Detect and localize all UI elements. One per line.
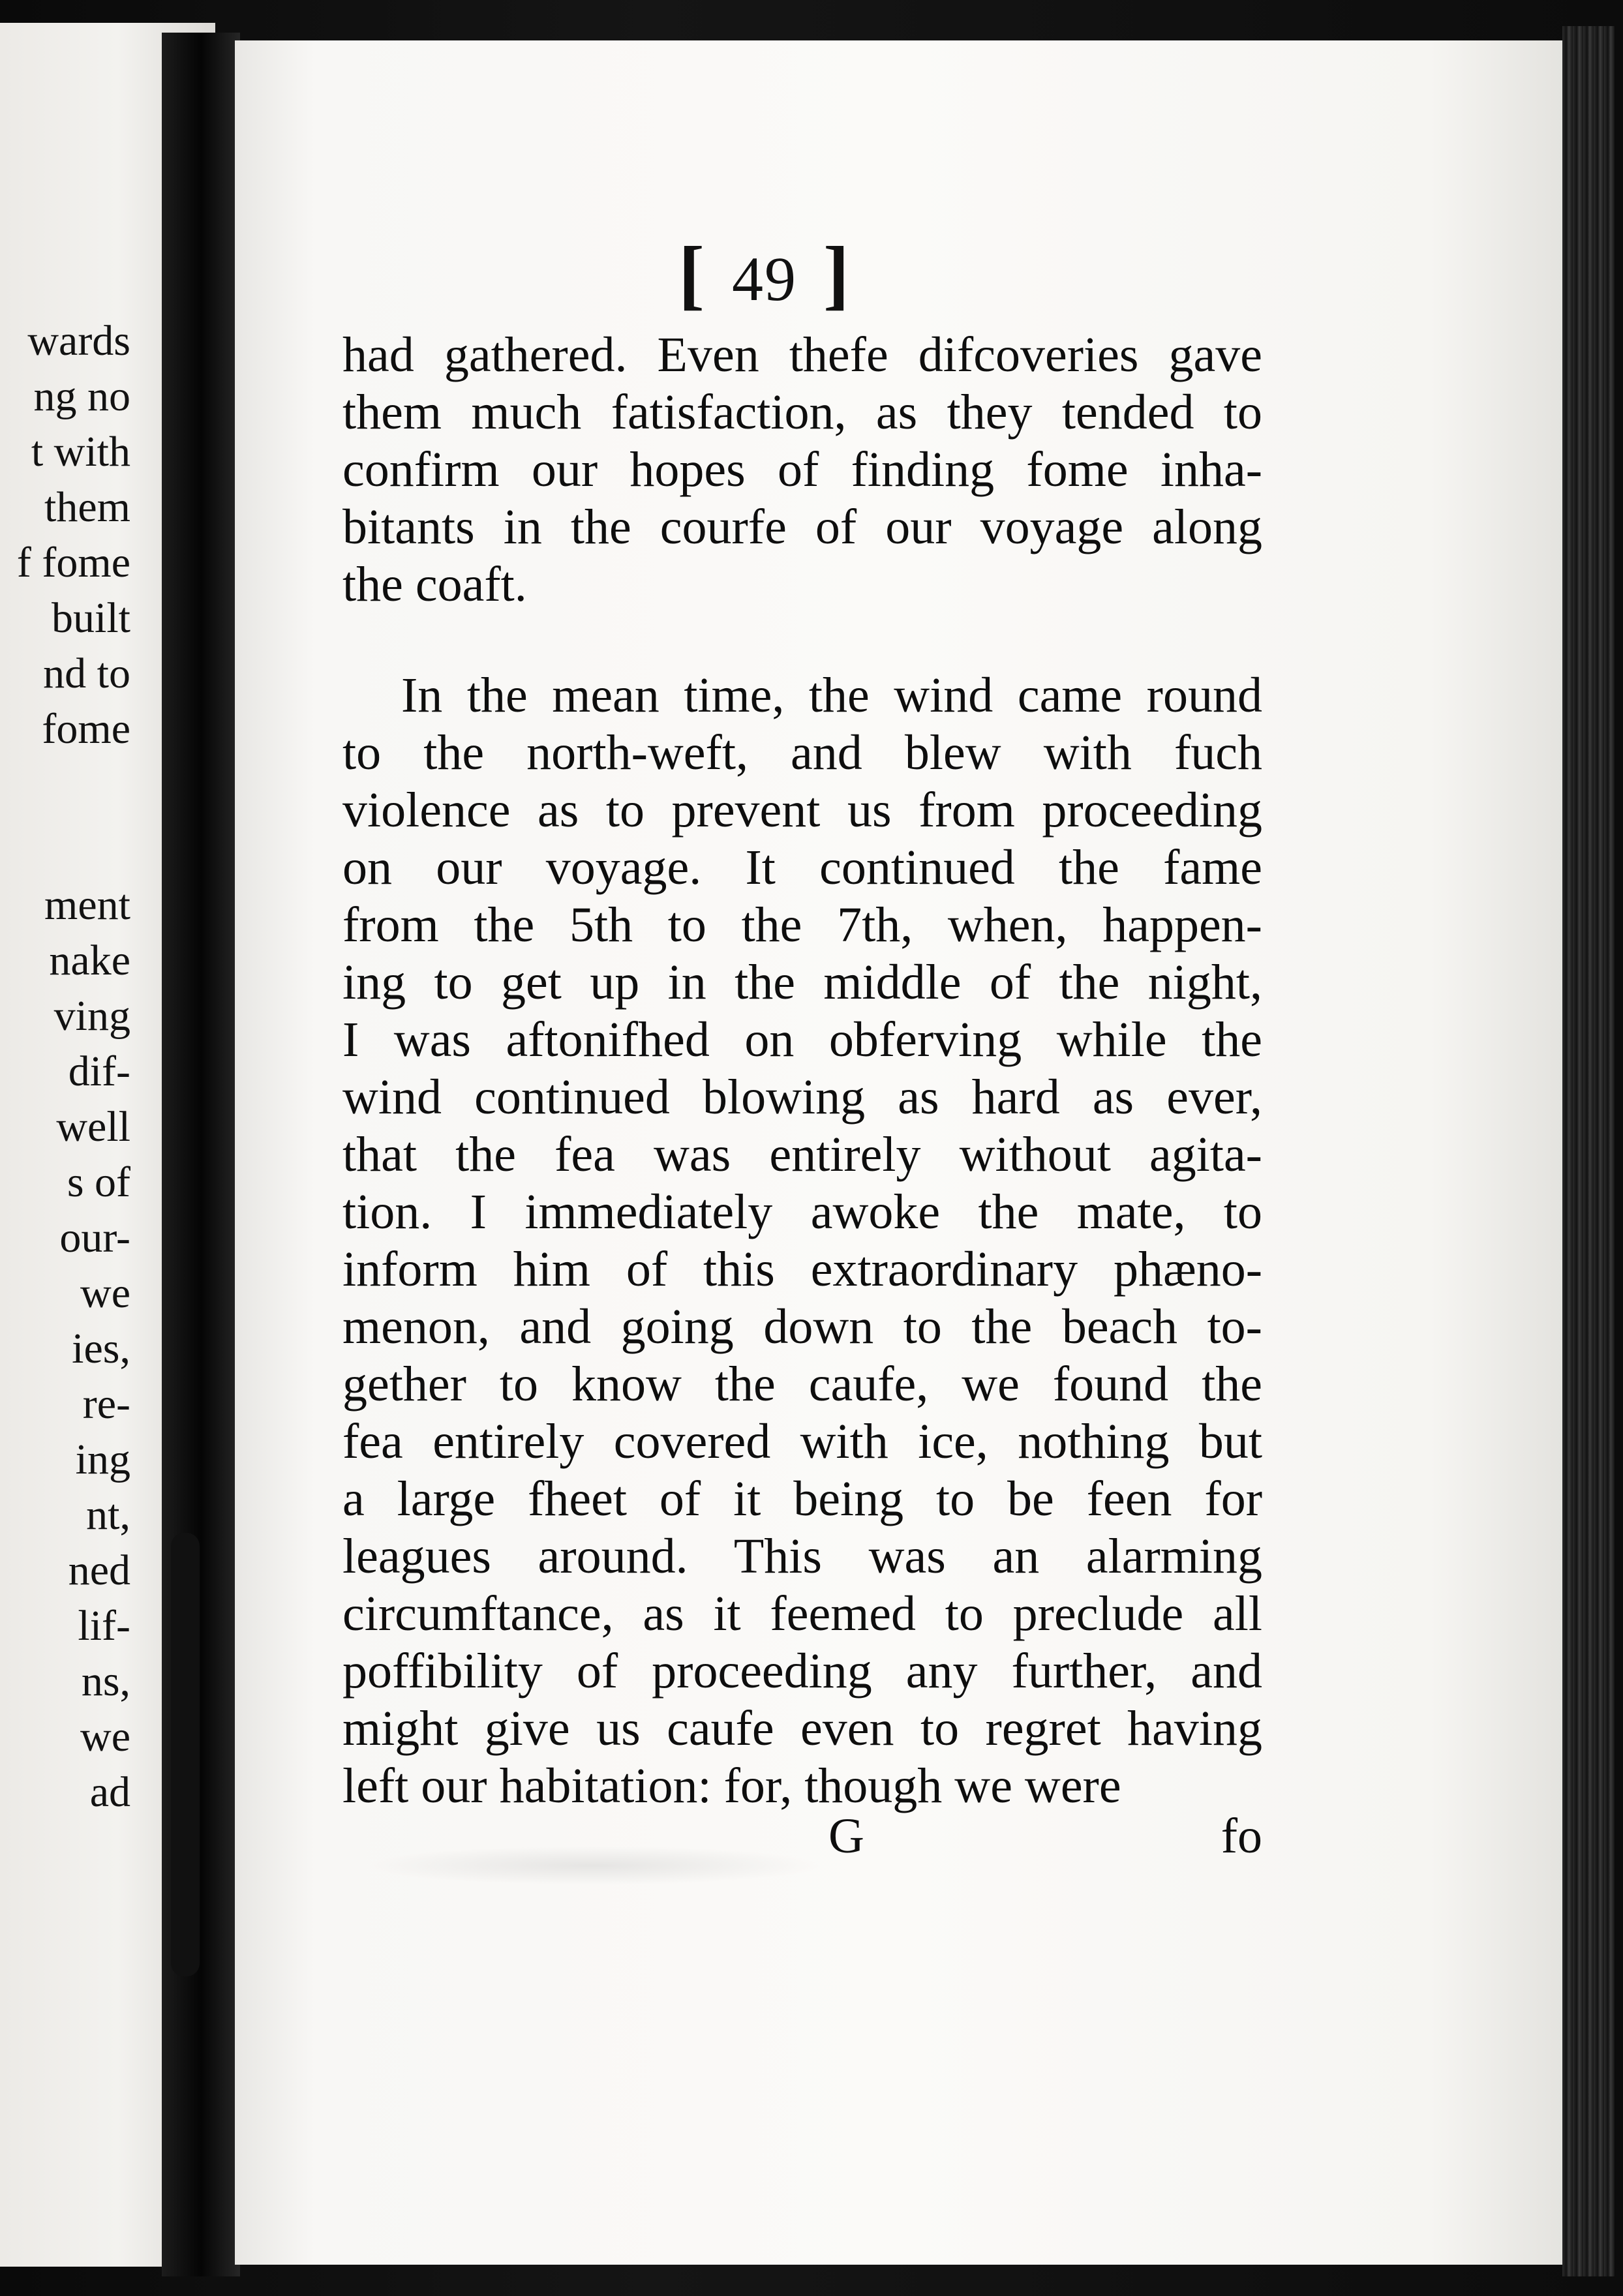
facing-page-text-fragment: ving [53, 992, 130, 1040]
facing-page-text-fragment: ies, [72, 1325, 130, 1372]
facing-page-text-fragment: our- [59, 1214, 130, 1261]
text-line: the coaft. [342, 557, 527, 612]
facing-page-text-fragment: ng no [33, 372, 130, 420]
text-line: In the mean time, the wind came round [401, 668, 1262, 723]
text-line: a large fheet of it being to be feen for [342, 1472, 1262, 1526]
text-line: ing to get up in the middle of the night, [342, 955, 1262, 1010]
facing-page-text-fragment: well [56, 1103, 130, 1151]
text-line: from the 5th to the 7th, when, happen- [342, 898, 1262, 952]
text-line: circumftance, as it feemed to preclude all [342, 1586, 1262, 1641]
text-line: might give us caufe even to regret having [342, 1701, 1262, 1756]
facing-page-text-fragment: we [80, 1713, 130, 1760]
text-line: menon, and going down to the beach to- [342, 1299, 1262, 1354]
page-number [678, 230, 851, 317]
facing-page-text-fragment: ad [89, 1768, 130, 1816]
text-line: violence as to prevent us from proceeding [342, 783, 1262, 838]
text-line: to the north-weft, and blew with fuch [342, 725, 1262, 780]
text-line: gether to know the caufe, we found the [342, 1357, 1262, 1412]
text-line: tion. I immediately awoke the mate, to [342, 1185, 1262, 1239]
text-line: fea entirely covered with ice, nothing but [342, 1414, 1262, 1469]
text-line: them much fatisfaction, as they tended to [342, 385, 1262, 440]
text-line: had gathered. Even thefe difcoveries gave [342, 327, 1262, 382]
gutter-shadow [171, 1533, 200, 1976]
page-number-bracket-close: ] [823, 230, 851, 317]
catchword: fo [1221, 1809, 1262, 1864]
facing-page-text-fragment: f fome [16, 539, 130, 586]
facing-page-text-fragment: ing [75, 1436, 130, 1483]
facing-page-text-fragment: s of [67, 1158, 130, 1206]
text-line: confirm our hopes of finding fome inha- [342, 442, 1262, 497]
facing-page-text-fragment: nd to [43, 650, 130, 697]
facing-page-text-fragment: we [80, 1269, 130, 1317]
signature-mark: G [828, 1809, 864, 1864]
text-line: on our voyage. It continued the fame [342, 840, 1262, 895]
paragraph-gap [342, 613, 1262, 667]
page-number-bracket-open: [ [678, 230, 706, 317]
text-line: poffibility of proceeding any further, and [342, 1644, 1262, 1699]
facing-page-text-fragment: built [51, 594, 130, 642]
text-line: inform him of this extraordinary phæno- [342, 1242, 1262, 1297]
page-body-text [342, 326, 1262, 1815]
facing-page-text-fragment: nake [49, 937, 130, 984]
paragraph [342, 667, 1262, 1815]
page-edges [1562, 26, 1615, 2276]
text-line: that the fea was entirely without agita- [342, 1127, 1262, 1182]
facing-page-text-fragment: them [44, 483, 130, 531]
text-line: bitants in the courfe of our voyage along [342, 500, 1262, 554]
facing-page-text-fragment: fome [42, 705, 130, 753]
text-line: wind continued blowing as hard as ever, [342, 1070, 1262, 1125]
text-line: leagues around. This was an alarming [342, 1529, 1262, 1584]
facing-page-text-fragment: re- [82, 1380, 130, 1428]
facing-page-text-fragment: ns, [81, 1657, 130, 1705]
facing-page-text-fragment: ned [68, 1547, 130, 1594]
page-number-value: 49 [731, 244, 797, 314]
text-line: left our habitation: for, though we were [342, 1759, 1121, 1813]
facing-page-text-fragment: ment [44, 881, 130, 929]
facing-page-text-fragment: t with [31, 428, 130, 476]
text-line: I was aftonifhed on obferving while the [342, 1012, 1262, 1067]
paragraph [342, 326, 1262, 613]
facing-page-text-fragment: dif- [68, 1048, 130, 1095]
page-footer [342, 1807, 1262, 1865]
facing-page-text-fragment: wards [27, 317, 130, 365]
facing-page-text-fragment: nt, [86, 1491, 130, 1539]
facing-page-text-fragment: lif- [78, 1602, 130, 1650]
